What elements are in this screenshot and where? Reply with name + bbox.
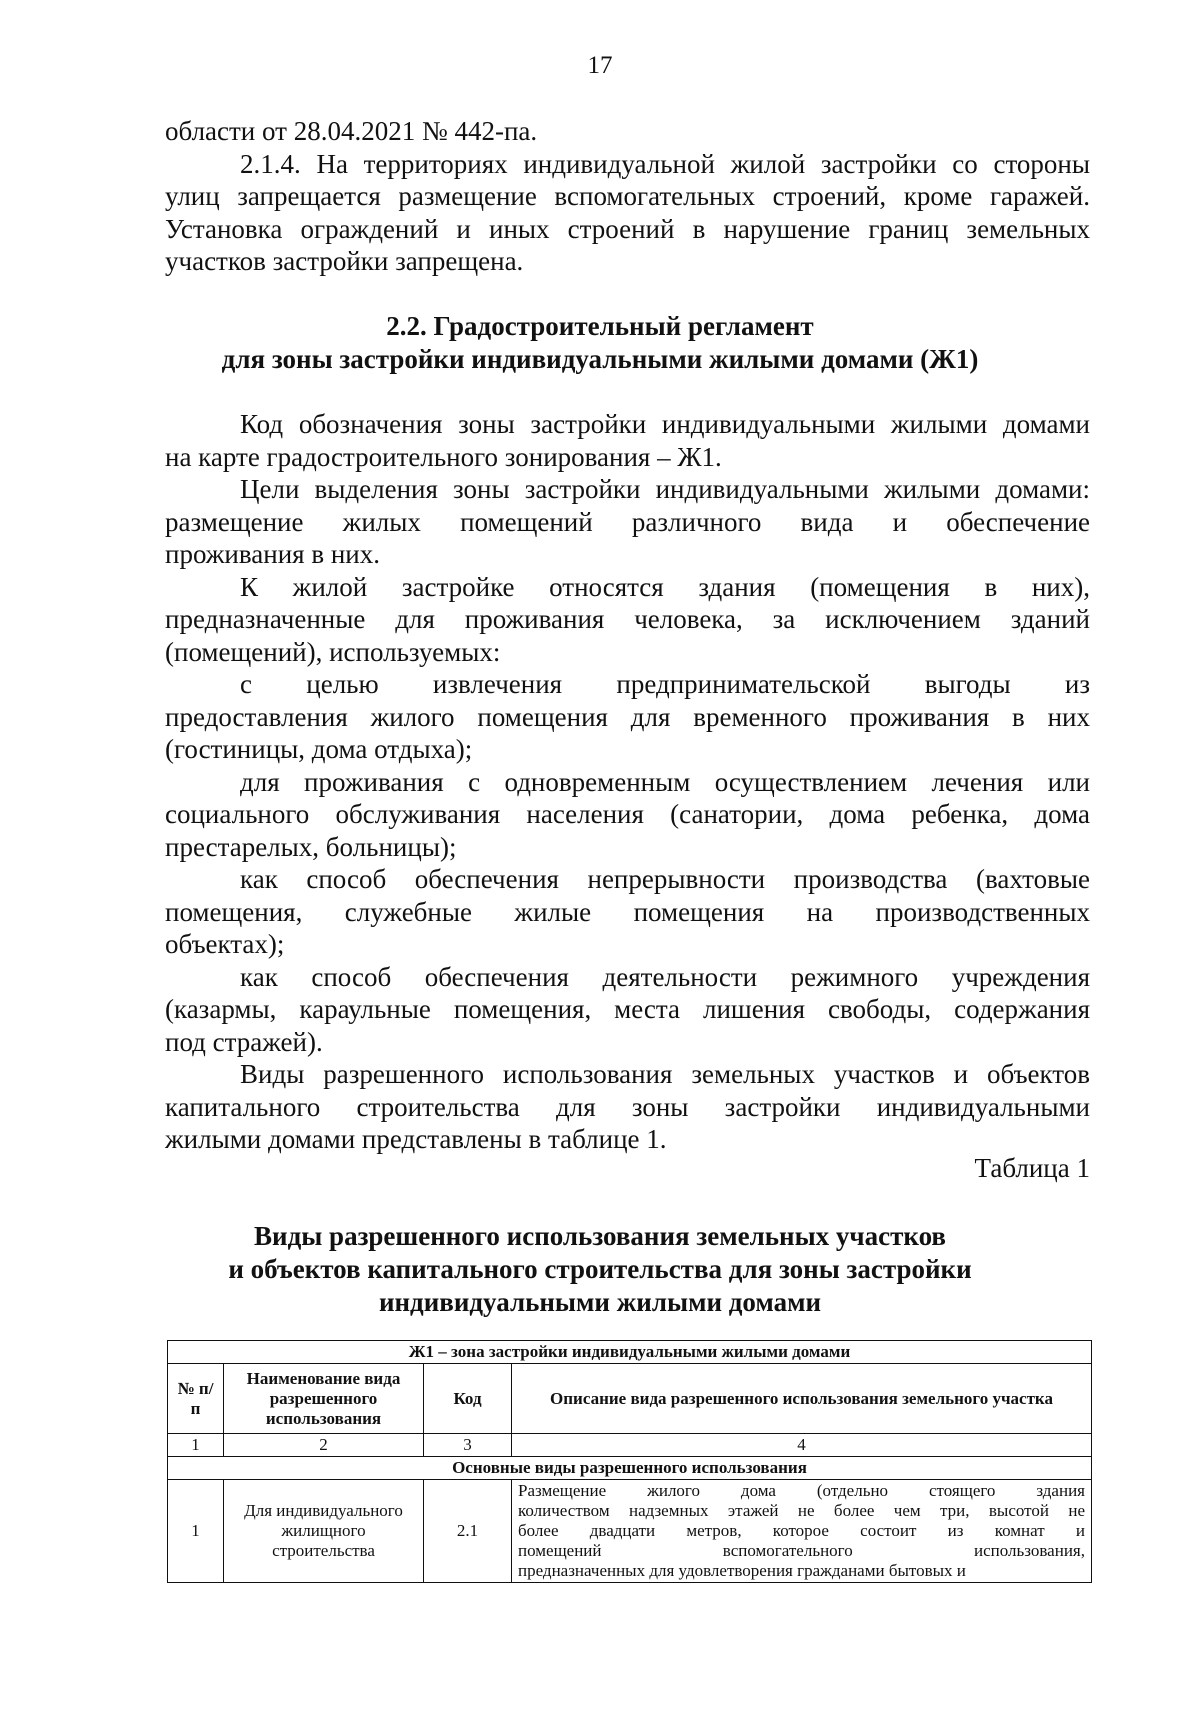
header-name: Наименование вида разрешенного использования	[224, 1364, 424, 1434]
desc-line: более двадцати метров, которое состоит из комнат и	[518, 1521, 1085, 1540]
list-item-line: под стражей).	[165, 1026, 323, 1057]
paragraph-line: проживания в них.	[165, 539, 380, 569]
list-item-line: (казармы, караульные помещения, места лишения свободы, содержания	[165, 994, 1090, 1024]
table-title-line3: индивидуальными жилыми домами	[378, 1287, 822, 1317]
desc-line: Размещение жилого дома (отдельно стоящего здания	[518, 1481, 1085, 1500]
regulation-table	[167, 1340, 1092, 1583]
table-title-line2: и объектов капитального строительства для зоны застройки	[228, 1254, 972, 1284]
paragraph-line: капитального строительства для зоны застройки индивидуальными	[165, 1091, 1090, 1122]
column-number: 1	[168, 1434, 224, 1457]
table-header-row	[168, 1364, 1092, 1434]
table-label: Таблица 1	[974, 1153, 1090, 1183]
list-item-line: с целью извлечения предпринимательской выгоды из	[240, 669, 1090, 699]
list-item-line: помещения, служебные жилые помещения на производственных	[165, 896, 1090, 927]
column-number: 4	[512, 1434, 1092, 1457]
row-name: Для индивидуального жилищного строительства	[224, 1480, 424, 1583]
paragraph-line: 2.1.4. На территориях индивидуальной жилой застройки со стороны	[240, 148, 1090, 179]
row-num: 1	[168, 1480, 224, 1583]
header-desc: Описание вида разрешенного использования земельного участка	[512, 1364, 1092, 1434]
page-number: 17	[587, 52, 613, 79]
paragraph-line: предназначенные для проживания человека, за исключением зданий	[165, 604, 1090, 634]
table-title-line1: Виды разрешенного использования земельных участков	[254, 1221, 946, 1251]
column-number-row	[168, 1434, 1092, 1457]
paragraph-line: жилыми домами представлены в таблице 1.	[165, 1124, 667, 1154]
paragraph-line: К жилой застройке относятся здания (помещения в них),	[240, 571, 1090, 602]
paragraph-line: Код обозначения зоны застройки индивидуальными жилыми домами	[240, 409, 1090, 439]
column-number: 2	[224, 1434, 424, 1457]
paragraph-continuation: области от 28.04.2021 № 442-па.	[165, 116, 538, 146]
paragraph-line: (помещений), используемых:	[165, 636, 501, 667]
paragraph-line: Виды разрешенного использования земельных участков и объектов	[240, 1059, 1090, 1089]
table-title	[0, 1220, 1200, 1319]
list-item-line: как способ обеспечения непрерывности производства (вахтовые	[240, 864, 1090, 894]
zone-header-cell: Ж1 – зона застройки индивидуальными жилыми домами	[168, 1341, 1092, 1364]
paragraph-line: на карте градостроительного зонирования – Ж1.	[165, 441, 722, 472]
paragraph-line: Цели выделения зоны застройки индивидуальными жилыми домами:	[240, 474, 1090, 504]
paragraph-line: участков застройки запрещена.	[165, 246, 524, 276]
body-text	[165, 408, 1090, 1156]
row-desc	[512, 1480, 1092, 1583]
section-heading-line2: для зоны застройки индивидуальными жилыми домами (Ж1)	[221, 344, 979, 374]
table-row	[168, 1480, 1092, 1583]
paragraph-line: Установка ограждений и иных строений в нарушение границ земельных	[165, 213, 1090, 244]
header-num: № п/п	[168, 1364, 224, 1434]
list-item-line: социального обслуживания населения (санатории, дома ребенка, дома	[165, 799, 1090, 829]
list-item-line: как способ обеспечения деятельности режимного учреждения	[240, 961, 1090, 992]
list-item-line: (гостиницы, дома отдыха);	[165, 734, 473, 764]
row-code: 2.1	[424, 1480, 512, 1583]
list-item-line: престарелых, больницы);	[165, 831, 457, 862]
list-item-line: для проживания с одновременным осуществлением лечения или	[240, 766, 1090, 797]
intro-text	[165, 115, 1090, 278]
desc-line: помещений вспомогательного использования,	[518, 1541, 1085, 1560]
desc-line: количеством надземных этажей не более чем три, высотой не	[518, 1501, 1085, 1520]
section-row	[168, 1457, 1092, 1480]
table-zone-header-row	[168, 1341, 1092, 1364]
column-number: 3	[424, 1434, 512, 1457]
desc-line: предназначенных для удовлетворения гражданами бытовых и	[518, 1561, 966, 1580]
section-heading-line1: 2.2. Градостроительный регламент	[386, 311, 814, 341]
header-code: Код	[424, 1364, 512, 1434]
section-heading	[0, 310, 1200, 376]
list-item-line: предоставления жилого помещения для временного проживания в них	[165, 701, 1090, 732]
list-item-line: объектах);	[165, 929, 285, 959]
section-main-cell: Основные виды разрешенного использования	[168, 1457, 1092, 1480]
paragraph-line: улиц запрещается размещение вспомогательных строений, кроме гаражей.	[165, 181, 1090, 211]
paragraph-line: размещение жилых помещений различного вида и обеспечение	[165, 506, 1090, 537]
